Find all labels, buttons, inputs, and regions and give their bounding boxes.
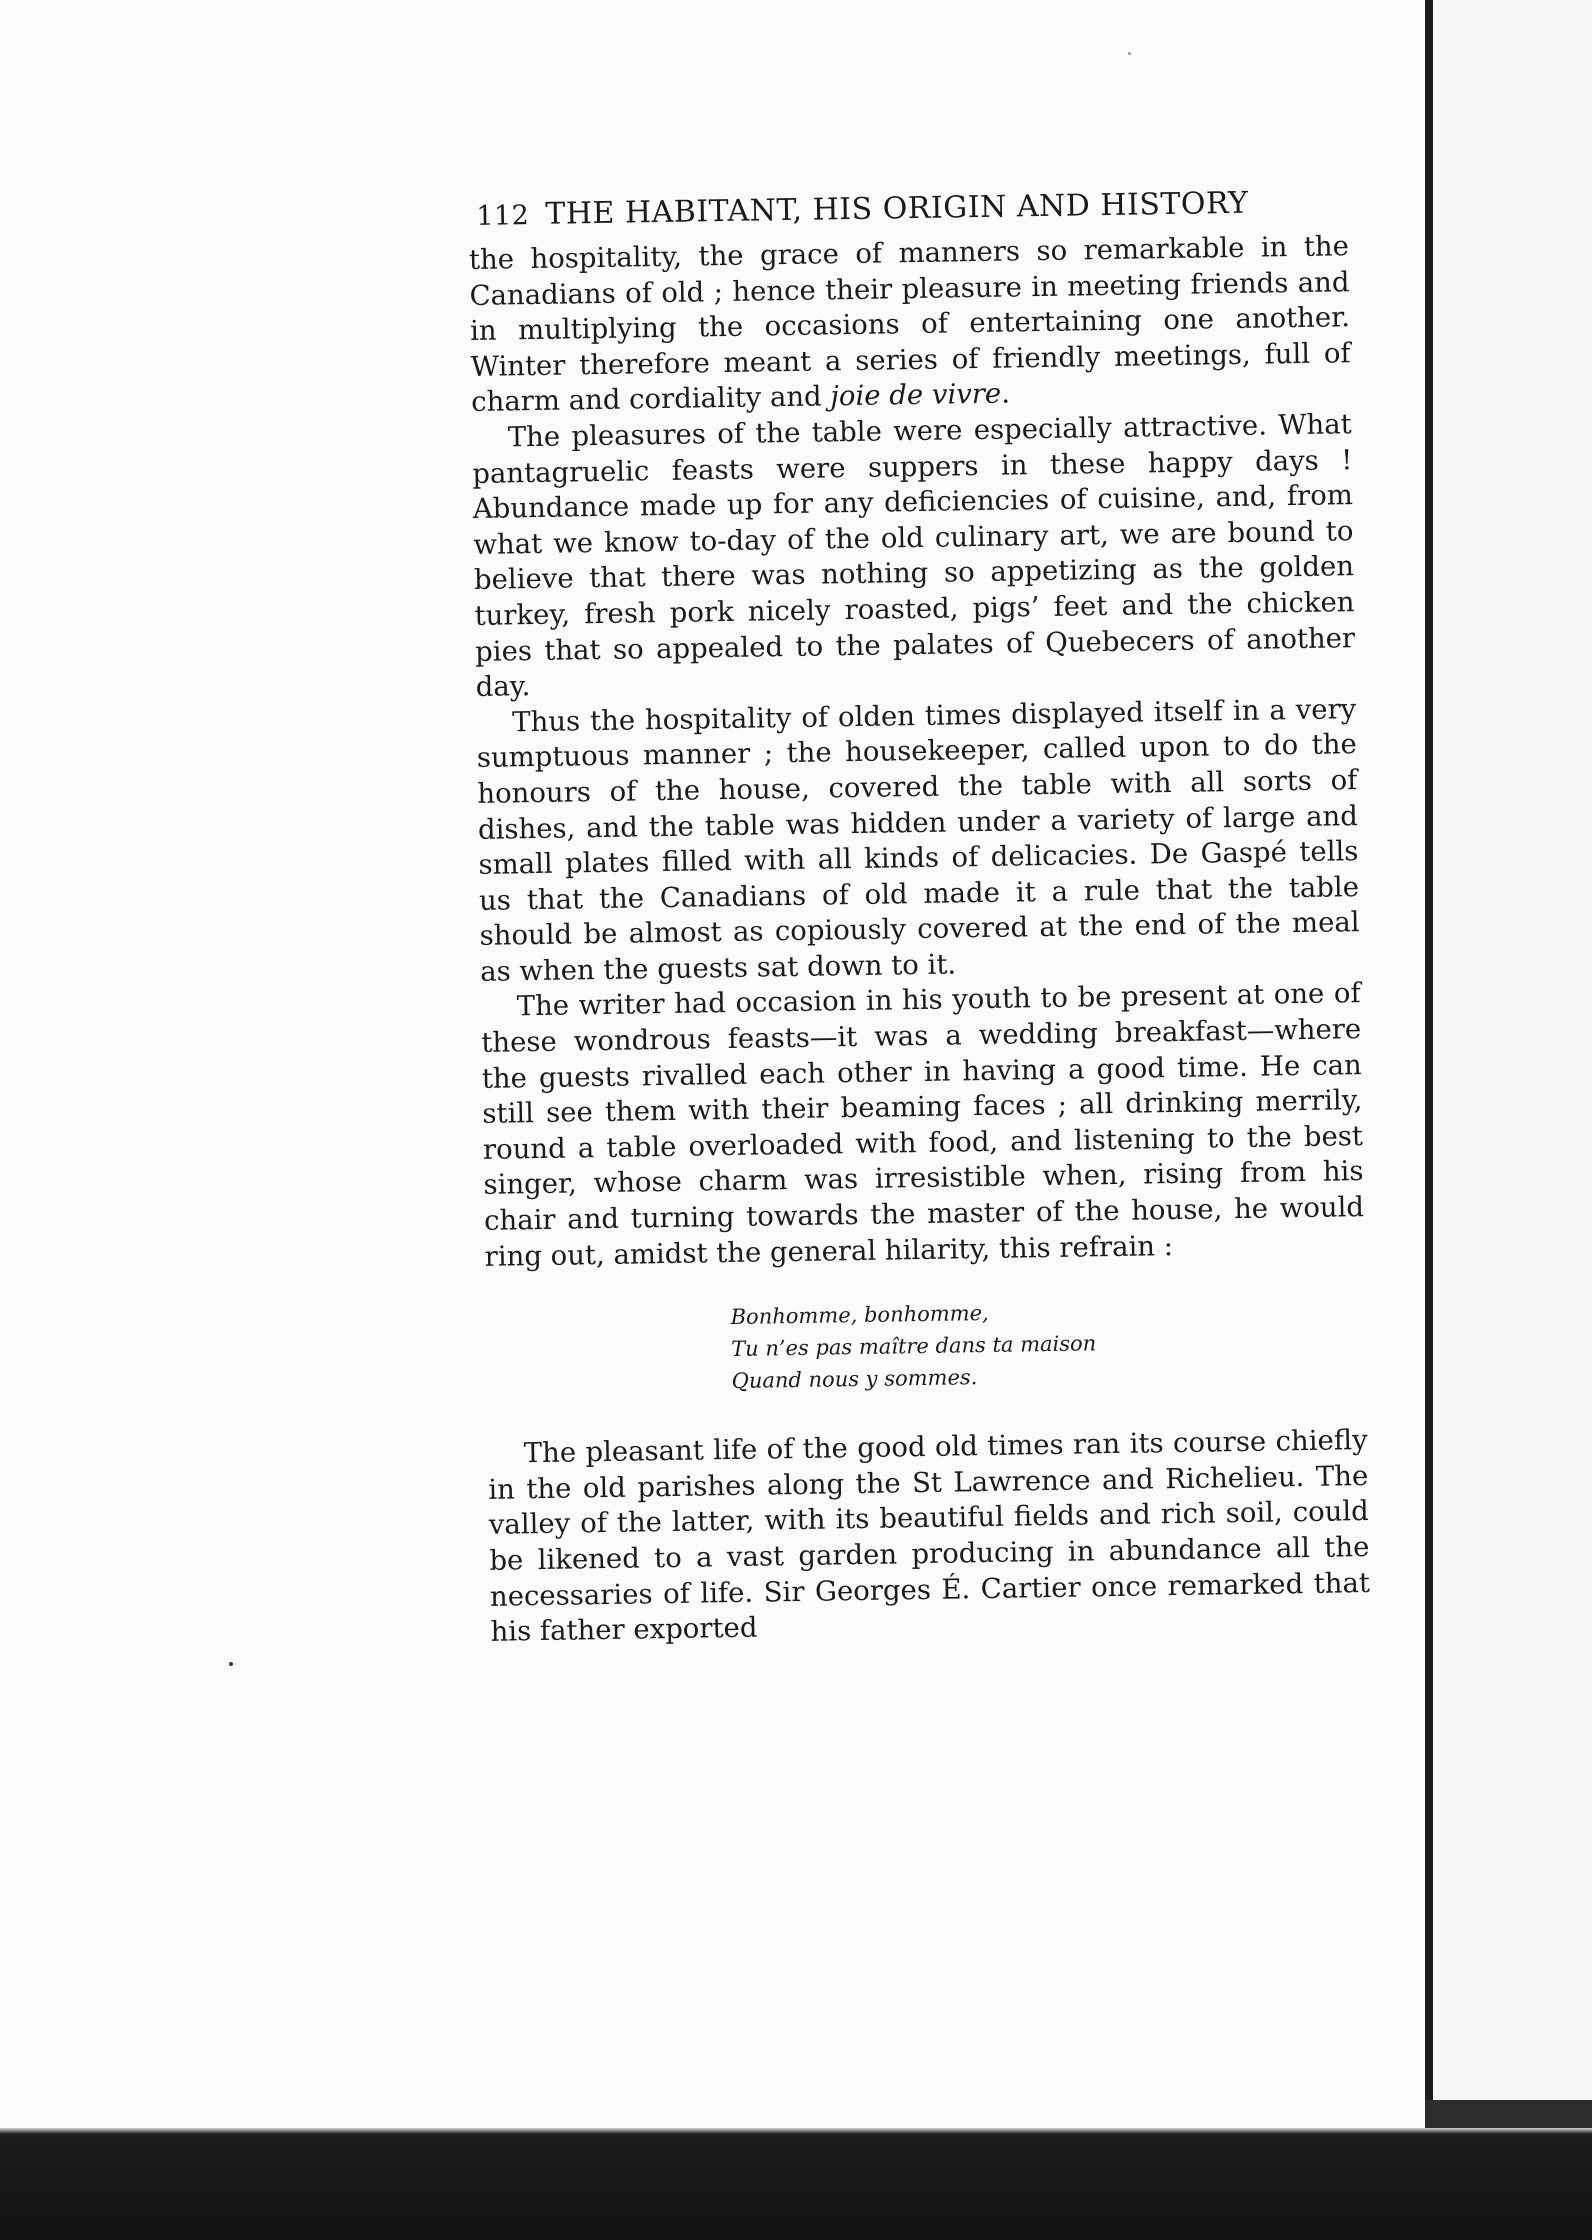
binding-shadow-bottom	[1425, 2100, 1592, 2128]
paragraph-1-end: .	[1000, 377, 1011, 411]
paragraph-5: The pleasant life of the good old times ran its course chiefly in the old parishes along the St Lawrence and Richelieu. The valley of the latter, with its beautiful fields and rich soil, could be likened to a vast garden producing in abundance all the necessaries of life. Sir Georges É. Cartier once remarked that his father exported	[488, 1424, 1371, 1649]
verse-refrain	[730, 1291, 1366, 1397]
scanner-bed-shadow	[0, 2128, 1592, 2240]
paragraph-1-text: the hospitality, the grace of manners so remarkable in the Canadians of old ; hence their pleasure in meeting friends and in multiplying the occasions of entertaining one another. Winter therefore meant a series of friendly meetings, full of charm and cordiality and	[468, 230, 1351, 419]
paragraph-4: The writer had occasion in his youth to be present at one of these wondrous feasts—it was a wedding breakfast—where the guests rivalled each other in having a good time. He can still see them with their beaming faces ; all drinking merrily, round a table overloaded with food, and listening to the best singer, whose charm was irresistible when, rising from his chair and turning towards the master of the house, he would ring out, amidst the general hilarity, this refrain :	[481, 977, 1365, 1273]
verse-line-3: Quand nous y sommes.	[731, 1365, 978, 1394]
verse-line-1: Bonhomme, bonhomme,	[730, 1301, 989, 1330]
paragraph-1-emphasis: joie de vivre	[830, 378, 1002, 413]
page-number: 112	[476, 200, 530, 232]
scan-speck	[229, 1662, 233, 1666]
paragraph-3: Thus the hospitality of olden times displayed itself in a very sumptuous manner ; the housekeeper, called upon to do the honours of the house, covered the table with all sorts of dishes, and the table was hidden under a variety of large and small plates filled with all kinds of delicacies. De Gaspé tells us that the Canadians of old made it a rule that the table should be almost as copiously covered at the end of the meal as when the guests sat down to it.	[476, 692, 1360, 988]
facing-page-edge	[1425, 0, 1592, 2240]
verse-line-2: Tu n’es pas maître dans ta maison	[730, 1331, 1097, 1362]
paragraph-2: The pleasures of the table were especially attractive. What pantagruelic feasts were suppers in these happy days ! Abundance made up for any deficiencies of cuisine, and, from what we know to-day of the old culinary art, we are bound to believe that there was nothing so appetizing as the golden turkey, fresh pork nicely roasted, pigs’ feet and the chicken pies that so appealed to the palates of Quebecers of another day.	[472, 408, 1356, 704]
scan-speck	[1128, 52, 1131, 55]
paragraph-1	[469, 229, 1352, 421]
page-text-block	[468, 182, 1371, 1650]
running-head	[476, 182, 1349, 237]
running-title: THE HABITANT, HIS ORIGIN AND HISTORY	[545, 185, 1249, 232]
